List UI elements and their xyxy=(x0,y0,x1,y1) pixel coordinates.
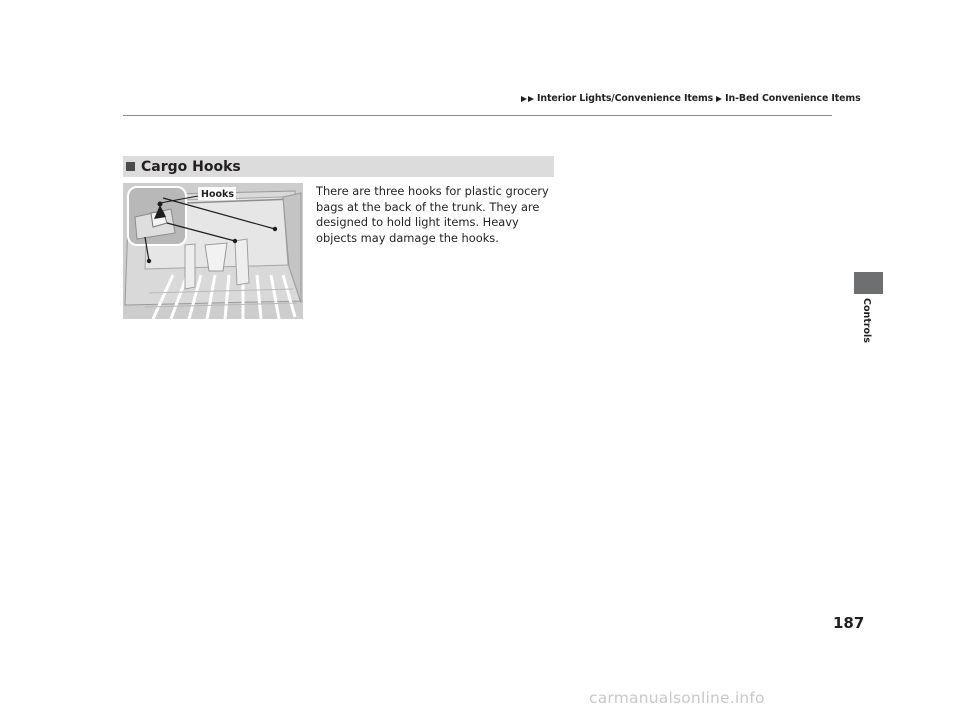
breadcrumb-level1[interactable]: Interior Lights/Convenience Items xyxy=(537,93,714,104)
hooks-callout-label: Hooks xyxy=(201,189,234,200)
page-number: 187 xyxy=(833,614,865,632)
section-tab-text: Controls xyxy=(860,297,872,343)
section-tab-label[interactable] xyxy=(855,297,877,343)
header-rule xyxy=(123,115,832,116)
breadcrumb-arrow-icon xyxy=(716,96,722,102)
breadcrumb-arrow-icon xyxy=(521,96,527,102)
breadcrumb-level2[interactable]: In-Bed Convenience Items xyxy=(725,93,861,104)
breadcrumb xyxy=(521,93,861,104)
section-header xyxy=(123,156,554,177)
section-title: Cargo Hooks xyxy=(141,158,241,175)
breadcrumb-arrow-icon xyxy=(528,96,534,102)
watermark: carmanualsonline.info xyxy=(589,689,765,707)
body-paragraph: There are three hooks for plastic grocery bags at the back of the trunk. They are designed to hold light items. Heavy objects may damage the hooks. xyxy=(316,184,549,246)
cargo-hooks-illustration xyxy=(123,183,303,319)
truck-bed-drawing xyxy=(123,183,303,319)
section-square-icon xyxy=(126,162,135,171)
section-tab-marker[interactable] xyxy=(854,272,883,294)
